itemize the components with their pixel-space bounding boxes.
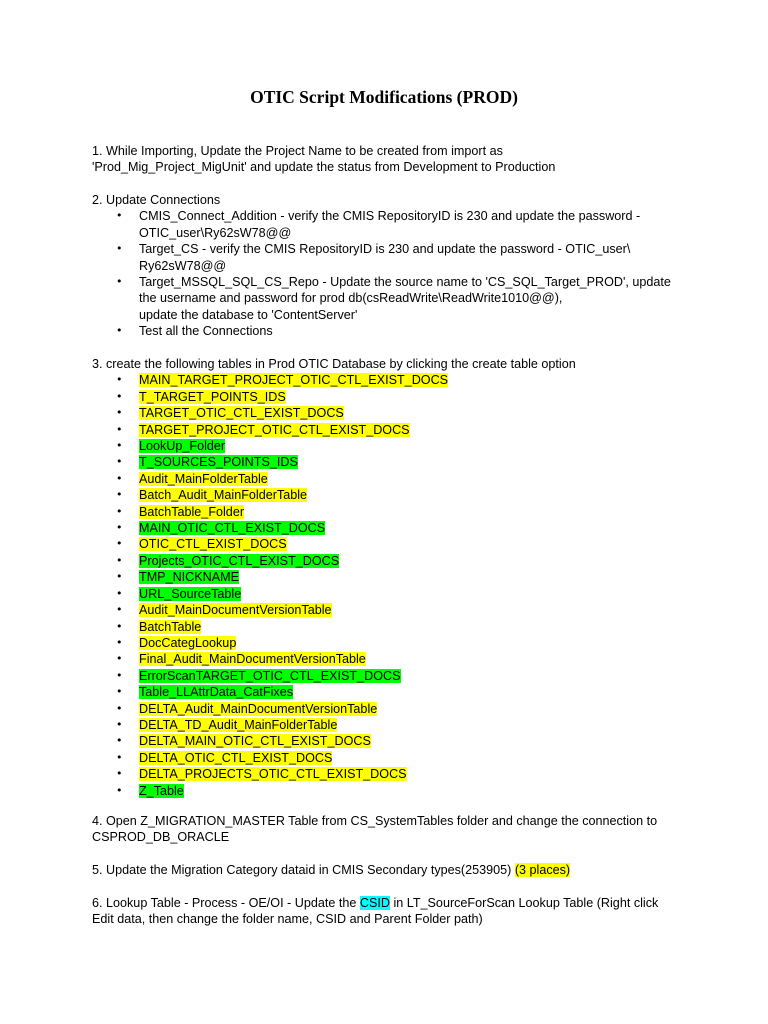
table-name: Batch_Audit_MainFolderTable xyxy=(139,488,308,503)
table-list-item xyxy=(92,750,692,766)
connection-item-line: • Target_CS - verify the CMIS RepositoryID is 230 and update the password - OTIC_user\ xyxy=(139,242,631,257)
table-list-item xyxy=(92,520,692,536)
table-name: DocCategLookup xyxy=(139,635,237,650)
table-list-item xyxy=(92,602,692,618)
table-list-item xyxy=(92,372,692,388)
table-name: BatchTable_Folder xyxy=(139,504,245,519)
table-list-item xyxy=(92,422,692,438)
table-list-item xyxy=(92,701,692,717)
step-1-line-1: 1. While Importing, Update the Project Name to be created from import as xyxy=(92,144,503,158)
table-list-item xyxy=(92,553,692,569)
table-name: DELTA_Audit_MainDocumentVersionTable xyxy=(139,701,378,716)
step-5-highlight: (3 places) xyxy=(514,863,571,877)
step-4 xyxy=(92,813,692,846)
table-name: ErrorScanTARGET_OTIC_CTL_EXIST_DOCS xyxy=(139,668,401,683)
table-name: MAIN_OTIC_CTL_EXIST_DOCS xyxy=(139,521,326,536)
step-6-highlight: CSID xyxy=(359,896,390,910)
table-list-item xyxy=(92,405,692,421)
table-list-item xyxy=(92,487,692,503)
connections-list xyxy=(92,208,692,339)
connection-item xyxy=(92,241,692,274)
table-list-item xyxy=(92,438,692,454)
table-name: DELTA_OTIC_CTL_EXIST_DOCS xyxy=(139,750,333,765)
table-list-item xyxy=(92,651,692,667)
table-name: Audit_MainFolderTable xyxy=(139,471,268,486)
table-list-item xyxy=(92,504,692,520)
table-name: DELTA_TD_Audit_MainFolderTable xyxy=(139,717,338,732)
table-name: DELTA_MAIN_OTIC_CTL_EXIST_DOCS xyxy=(139,734,371,749)
table-name: BatchTable xyxy=(139,619,202,634)
connection-item xyxy=(92,323,692,339)
step-1 xyxy=(92,143,692,176)
step-6-line-2: Edit data, then change the folder name, CSID and Parent Folder path) xyxy=(92,912,483,927)
table-name: T_TARGET_POINTS_IDS xyxy=(139,389,286,404)
connection-item-line: • Target_MSSQL_SQL_CS_Repo - Update the source name to 'CS_SQL_Target_PROD', update xyxy=(139,275,671,290)
connection-item xyxy=(92,274,692,323)
table-name: Table_LLAttrData_CatFixes xyxy=(139,685,294,700)
step-6-text-before: 6. Lookup Table - Process - OE/OI - Update the xyxy=(92,896,360,910)
table-name: OTIC_CTL_EXIST_DOCS xyxy=(139,537,287,552)
table-list-item xyxy=(92,783,692,799)
document-title: OTIC Script Modifications (PROD) xyxy=(250,87,518,107)
step-5-line xyxy=(92,862,692,878)
table-name: MAIN_TARGET_PROJECT_OTIC_CTL_EXIST_DOCS xyxy=(139,373,449,388)
table-list-item xyxy=(92,454,692,470)
connection-item-line: update the database to 'ContentServer' xyxy=(139,307,358,322)
table-name: T_SOURCES_POINTS_IDS xyxy=(139,455,298,470)
connection-item xyxy=(92,208,692,241)
step-6 xyxy=(92,895,692,928)
table-list-item xyxy=(92,766,692,782)
table-list-item xyxy=(92,733,692,749)
table-name: Z_Table xyxy=(139,783,184,798)
step-5-text: 5. Update the Migration Category dataid in CMIS Secondary types(253905) xyxy=(92,863,515,877)
step-4-line-2: CSPROD_DB_ORACLE xyxy=(92,830,230,845)
step-4-line-1: 4. Open Z_MIGRATION_MASTER Table from CS_SystemTables folder and change the connection to xyxy=(92,814,658,828)
table-list-item xyxy=(92,668,692,684)
table-list-item xyxy=(92,536,692,552)
step-3-heading: 3. create the following tables in Prod OTIC Database by clicking the create table option xyxy=(92,357,576,371)
table-name: Audit_MainDocumentVersionTable xyxy=(139,603,332,618)
table-list-item xyxy=(92,586,692,602)
connection-item-line: Ry62sW78@@ xyxy=(139,258,227,273)
table-name: TARGET_OTIC_CTL_EXIST_DOCS xyxy=(139,406,344,421)
table-list-item xyxy=(92,471,692,487)
step-1-line-2: 'Prod_Mig_Project_MigUnit' and update the status from Development to Production xyxy=(92,160,556,175)
table-name: Projects_OTIC_CTL_EXIST_DOCS xyxy=(139,553,340,568)
step-2-heading: 2. Update Connections xyxy=(92,193,221,207)
connection-item-line: OTIC_user\Ry62sW78@@ xyxy=(139,225,292,240)
connection-item-line: • CMIS_Connect_Addition - verify the CMIS RepositoryID is 230 and update the password - xyxy=(139,209,641,224)
table-name: DELTA_PROJECTS_OTIC_CTL_EXIST_DOCS xyxy=(139,767,407,782)
table-list-item xyxy=(92,635,692,651)
step-2 xyxy=(92,192,692,340)
step-5 xyxy=(92,862,692,878)
table-name: LookUp_Folder xyxy=(139,439,226,454)
table-name: URL_SourceTable xyxy=(139,586,242,601)
step-3 xyxy=(92,356,692,799)
table-name: TMP_NICKNAME xyxy=(139,570,240,585)
connection-item-line: the username and password for prod db(csReadWrite\ReadWrite1010@@), xyxy=(139,291,563,306)
table-list-item xyxy=(92,389,692,405)
table-list-item xyxy=(92,569,692,585)
table-list-item xyxy=(92,619,692,635)
table-list-item xyxy=(92,684,692,700)
table-name: Final_Audit_MainDocumentVersionTable xyxy=(139,652,366,667)
tables-list xyxy=(92,372,692,799)
table-name: TARGET_PROJECT_OTIC_CTL_EXIST_DOCS xyxy=(139,422,410,437)
table-list-item xyxy=(92,717,692,733)
step-6-line-1 xyxy=(92,895,692,911)
connection-item-line: • Test all the Connections xyxy=(139,324,273,339)
step-6-text-after: in LT_SourceForScan Lookup Table (Right click xyxy=(389,896,659,910)
